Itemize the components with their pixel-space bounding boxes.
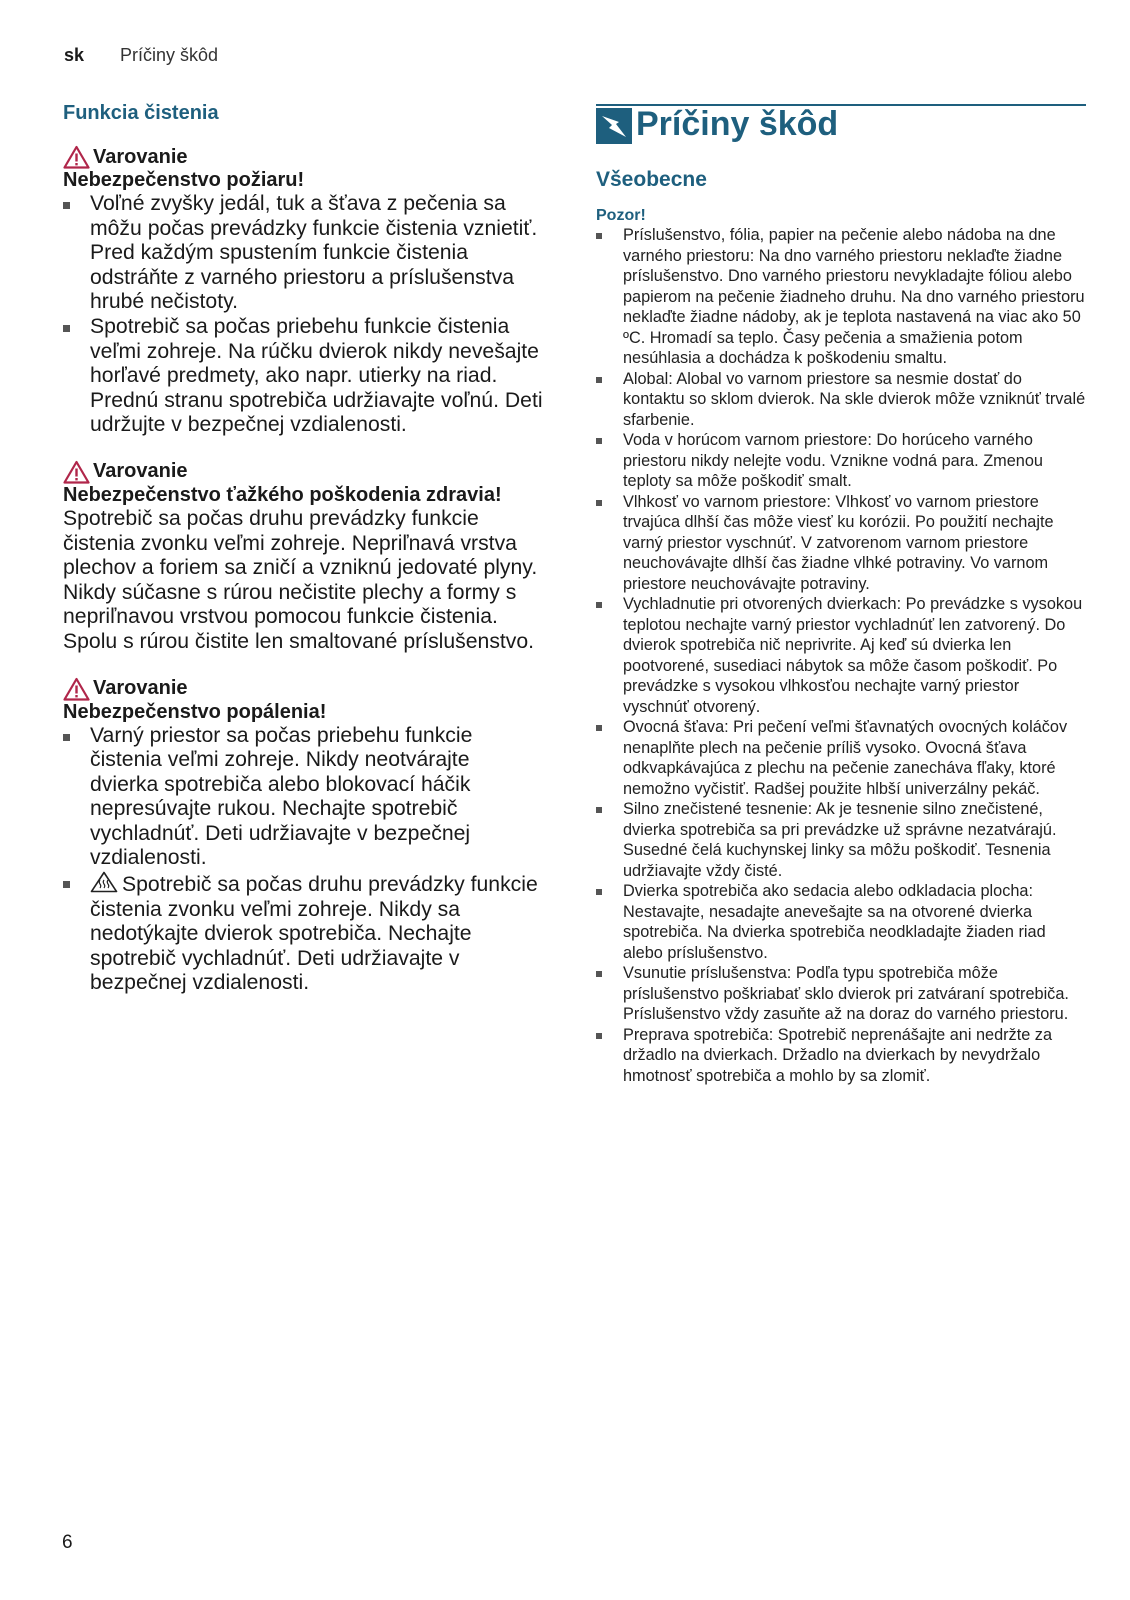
page-number: 6 xyxy=(62,1532,73,1553)
list-item: Voľné zvyšky jedál, tuk a šťava z pečenia sa môžu počas prevádzky funkcie čistenia vznietiť. Pred každým spustením funkcie čistenia odstráňte z varného priestoru a príslušenstva hrubé nečistoty. xyxy=(63,192,543,315)
damage-icon xyxy=(596,108,632,144)
list-item: Preprava spotrebiča: Spotrebič neprenášajte ani nedržte za držadlo na dvierkach. Držadlo na dvierkach by nevydržalo hmotnosť spotrebiča a mohlo by sa zlomiť. xyxy=(596,1025,1086,1087)
bullet-icon xyxy=(596,1033,602,1039)
warning-label: Varovanie xyxy=(93,460,188,483)
bullet-icon xyxy=(596,377,602,383)
bullet-icon xyxy=(596,602,602,608)
section-title-cleaning: Funkcia čistenia xyxy=(63,102,219,124)
list-item: Vychladnutie pri otvorených dvierkach: Po prevádzke s vysokou teplotou nechajte varný priestor vychladnúť len zatvorený. Do dvierok spotrebiča nič neprivrite. Aj keď sú dvierka len pootvorené, susediaci nábytok sa môže časom poškodiť. Po prevádzke s vysokou vlhkosťou nechajte varný priestor vyschnúť otvorený. xyxy=(596,594,1086,717)
list-item: Vlhkosť vo varnom priestore: Vlhkosť vo varnom priestore trvajúca dlhší čas môže viesť ku korózii. Po použití nechajte varný priestor vyschnúť. V zatvorenom varnom priestore neuchovávajte dlhší čas žiadne vlhké potraviny. Vo varnom priestore neuchovávajte potraviny. xyxy=(596,492,1086,595)
bullet-icon xyxy=(63,734,70,741)
warning-title-burn: Nebezpečenstvo popálenia! xyxy=(63,700,327,723)
list-item: Alobal: Alobal vo varnom priestore sa nesmie dostať do kontaktu so sklom dvierok. Na skle dvierok môže vzniknúť trvalé sfarbenie. xyxy=(596,369,1086,431)
warning-list-fire xyxy=(63,192,543,438)
bullet-icon xyxy=(596,438,602,444)
bullet-icon xyxy=(596,500,602,506)
caution-label: Pozor! xyxy=(596,207,646,224)
bullet-icon xyxy=(63,881,70,888)
header-title: Príčiny škôd xyxy=(120,45,219,65)
hot-surface-icon xyxy=(90,871,118,893)
warning-heading-fire xyxy=(63,145,543,169)
chapter-heading xyxy=(596,104,1086,144)
warning-label: Varovanie xyxy=(93,145,188,168)
left-column xyxy=(63,102,543,996)
warning-icon xyxy=(63,677,90,701)
damage-causes-list xyxy=(596,225,1086,1086)
warning-list-burn xyxy=(63,724,543,997)
bullet-icon xyxy=(596,971,602,977)
bullet-icon xyxy=(596,807,602,813)
warning-title-fire: Nebezpečenstvo požiaru! xyxy=(63,169,305,191)
list-item: Vsunutie príslušenstva: Podľa typu spotrebiča môže príslušenstvo poškriabať sklo dvierok pri zatváraní spotrebiča. Príslušenstvo vždy zasuňte až na doraz do varného priestoru. xyxy=(596,963,1086,1025)
subsection-title: Všeobecne xyxy=(596,168,707,191)
bullet-icon xyxy=(63,325,70,332)
warning-heading-burn xyxy=(63,677,543,701)
warning-icon xyxy=(63,460,90,484)
warning-text-health: Spotrebič sa počas druhu prevádzky funkcie čistenia zvonku veľmi zohreje. Nepriľnavá vrstva plechov a foriem sa zničí a vzniknú jedovaté plyny. Nikdy súčasne s rúrou nečistite plechy a formy s nepriľnavou vrstvou pomocou funkcie čistenia. Spolu s rúrou čistite len smaltované príslušenstvo. xyxy=(63,506,538,653)
list-item: Varný priestor sa počas priebehu funkcie čistenia veľmi zohreje. Nikdy neotvárajte dvierka spotrebiča alebo blokovací háčik nepresúvajte rukou. Nechajte spotrebič vychladnúť. Deti udržiavajte v bezpečnej vzdialenosti. xyxy=(63,724,543,872)
warning-label: Varovanie xyxy=(93,677,188,699)
list-item: Silno znečistené tesnenie: Ak je tesnenie silno znečistené, dvierka spotrebiča sa pri prevádzke už správne nezatvárajú. Susedné čelá kuchynskej linky sa môžu poškodiť. Tesnenia udržiavajte vždy čisté. xyxy=(596,799,1086,881)
warning-title-health: Nebezpečenstvo ťažkého poškodenia zdravia! xyxy=(63,483,502,506)
list-item: Ovocná šťava: Pri pečení veľmi šťavnatých ovocných koláčov nenaplňte plech na pečenie príliš vysoko. Ovocná šťava odkvapkávajúca z plechu na pečenie zanecháva fľaky, ktoré nemožno vyčistiť. Radšej použite hlbší univerzálny pekáč. xyxy=(596,717,1086,799)
right-column xyxy=(596,104,1086,1086)
language-code: sk xyxy=(64,45,85,65)
bullet-icon xyxy=(596,233,602,239)
warning-heading-health xyxy=(63,460,543,484)
list-item: Príslušenstvo, fólia, papier na pečenie alebo nádoba na dne varného priestoru: Na dno varného priestoru neklaďte žiadne príslušenstvo. Dno varného priestoru nevykladajte fóliou alebo papierom na pečenie žiadneho druhu. Na dno varného priestoru neklaďte žiadne nádoby, ak je teplota nastavená na viac ako 50 ºC. Hromadí sa teplo. Časy pečenia a smažienia potom nesúhlasia a dochádza k poškodeniu smaltu. xyxy=(596,225,1086,369)
warning-icon xyxy=(63,145,90,169)
list-item: Spotrebič sa počas druhu prevádzky funkcie čistenia zvonku veľmi zohreje. Nikdy sa nedotýkajte dvierok spotrebiča. Nechajte spotrebič vychladnúť. Deti udržiavajte v bezpečnej vzdialenosti. xyxy=(63,871,543,996)
list-item: Dvierka spotrebiča ako sedacia alebo odkladacia plocha: Nestavajte, nesadajte anevešajte sa na otvorené dvierka spotrebiča. Na dvierka spotrebiča neodkladajte žiaden riad alebo príslušenstvo. xyxy=(596,881,1086,963)
chapter-title: Príčiny škôd xyxy=(636,105,839,143)
list-item: Spotrebič sa počas priebehu funkcie čistenia veľmi zohreje. Na rúčku dvierok nikdy nevešajte horľavé predmety, ako napr. utierky na riad. Prednú stranu spotrebiča udržiavajte voľnú. Deti udržujte v bezpečnej vzdialenosti. xyxy=(63,315,543,438)
bullet-icon xyxy=(596,725,602,731)
page-header xyxy=(64,45,218,66)
list-item: Voda v horúcom varnom priestore: Do horúceho varného priestoru nikdy nelejte vodu. Vznikne vodná para. Zmenou teploty sa môže poškodiť smalt. xyxy=(596,430,1086,492)
bullet-icon xyxy=(596,889,602,895)
bullet-icon xyxy=(63,202,70,209)
